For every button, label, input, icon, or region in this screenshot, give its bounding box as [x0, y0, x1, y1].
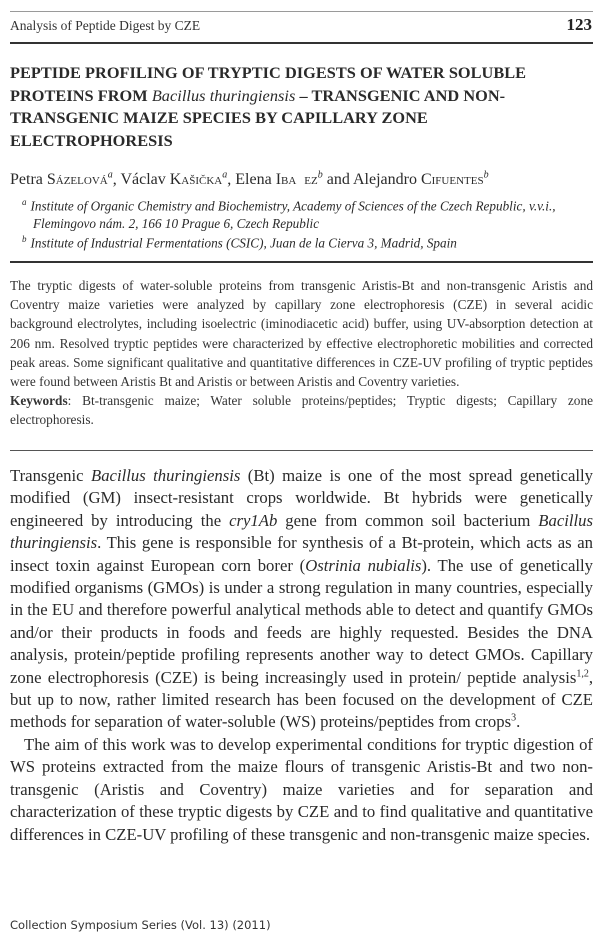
citation-ref: 3	[511, 712, 517, 724]
paragraph: Transgenic Bacillus thuringiensis (Bt) maize is one of the most spread genetically modified (GM) insect-resistant crops worldwide. Bt hybrids were genetically engineered by introducing the cry1Ab gene from common soil bacterium Bacillus thuringiensis. This gene is responsible for synthesis of a Bt-protein, which acts as an insect toxin against European corn borer (Ostrinia nubialis). The use of genetically modified organisms (GMOs) is under a strong regulation in many countries, especially in the EU and therefore powerful analytical methods able to detect and quantify GMOs and/or their products in foods and feeds are highly requested. Besides the DNA analysis, protein/peptide profiling represents another way to detect GMOs. Capillary zone electrophoresis (CZE) is being increasingly used in protein/ peptide analysis$^{1,2}$, but up to now, rather limited research has been focused on the development of CZE methods for separation of water-soluble (WS) proteins/peptides from crops$^3$.	[10, 466, 593, 732]
author: Petra Sázelová$^a$,	[10, 170, 121, 189]
keywords	[10, 391, 593, 429]
journal-footer: Collection Symposium Series (Vol. 13) (2011)	[10, 918, 271, 932]
author: Václav Kašička$^a$,	[120, 170, 236, 189]
title-part-2: – TRANSGENIC AND NON-TRANSGENIC MAIZE SPECIES BY CAPILLARY ZONE ELECTROPHORESIS	[10, 85, 506, 150]
abstract-bottom-rule	[10, 450, 593, 451]
author-surname: Kašička	[169, 171, 223, 189]
abstract	[10, 276, 593, 430]
affiliation-mark: a	[107, 170, 113, 181]
author: Elena Iba $ez^b$ and	[235, 170, 353, 189]
author-surname: Iba ez	[275, 171, 318, 189]
running-title: Analysis of Peptide Digest by CZE	[10, 18, 201, 33]
affiliation-mark: a	[22, 197, 27, 207]
header-rule	[10, 42, 593, 44]
citation-ref: 1,2	[576, 668, 589, 680]
affiliation-mark: b	[22, 234, 27, 244]
top-rule	[10, 11, 593, 12]
title-species: Bacillus thuringiensis	[151, 85, 296, 105]
page-number: 123	[566, 15, 592, 34]
affiliation-mark: b	[317, 170, 323, 181]
abstract-text: The tryptic digests of water-soluble proteins from transgenic Aristis-Bt and non-transgenic Aristis and Coventry maize varieties were analyzed by capillary zone electrophoresis (CZE) in several acidic background electrolytes, including isoelectric (iminodiacetic acid) buffer, using UV-absorption detection at 206 nm. Resolved tryptic peptides were characterized by effective electrophoretic mobilities and corrected peak areas. Some significant qualitative and quantitative differences in CZE-UV profiling of tryptic peptides were found between Aristis Bt and Aristis or between Aristis and Coventry varieties.	[10, 278, 593, 390]
author-surname: Cifuentes	[420, 171, 484, 189]
keywords-label: Keywords	[10, 393, 68, 409]
title-part-1: PEPTIDE PROFILING OF TRYPTIC DIGESTS OF WATER SOLUBLE PROTEINS FROM	[10, 63, 527, 105]
paper-title	[10, 62, 590, 152]
paragraph: The aim of this work was to develop experimental conditions for tryptic digestion of WS proteins extracted from the maize flours of transgenic Aristis-Bt and two non-transgenic (Aristis and Coventry) maize varieties and for separation and characterization of these tryptic digests by CZE and to find qualitative and quantitative differences in CZE-UV profiling of these transgenic and non-transgenic maize species.	[10, 734, 593, 844]
affiliation-mark: a	[222, 170, 228, 181]
author: Alejandro Cifuentes$^b$	[352, 170, 489, 189]
affiliation-mark: b	[483, 170, 489, 181]
affiliation-a: $^a$ Institute of Organic Chemistry and Biochemistry, Academy of Sciences of the Czech Republic, v.v.i., Flemingovo nám. 2, 166 10 Prague 6, Czech Republic	[22, 197, 556, 232]
abstract-top-rule	[10, 261, 593, 263]
author-list	[10, 170, 489, 189]
author-surname: Sázelová	[46, 171, 108, 189]
keywords-list: : Bt-transgenic maize; Water soluble proteins/peptides; Tryptic digests; Capillary zone electrophoresis.	[10, 393, 593, 428]
body-text	[10, 465, 593, 846]
affiliation-b: $^b$ Institute of Industrial Fermentations (CSIC), Juan de la Cierva 3, Madrid, Spain	[22, 234, 457, 251]
